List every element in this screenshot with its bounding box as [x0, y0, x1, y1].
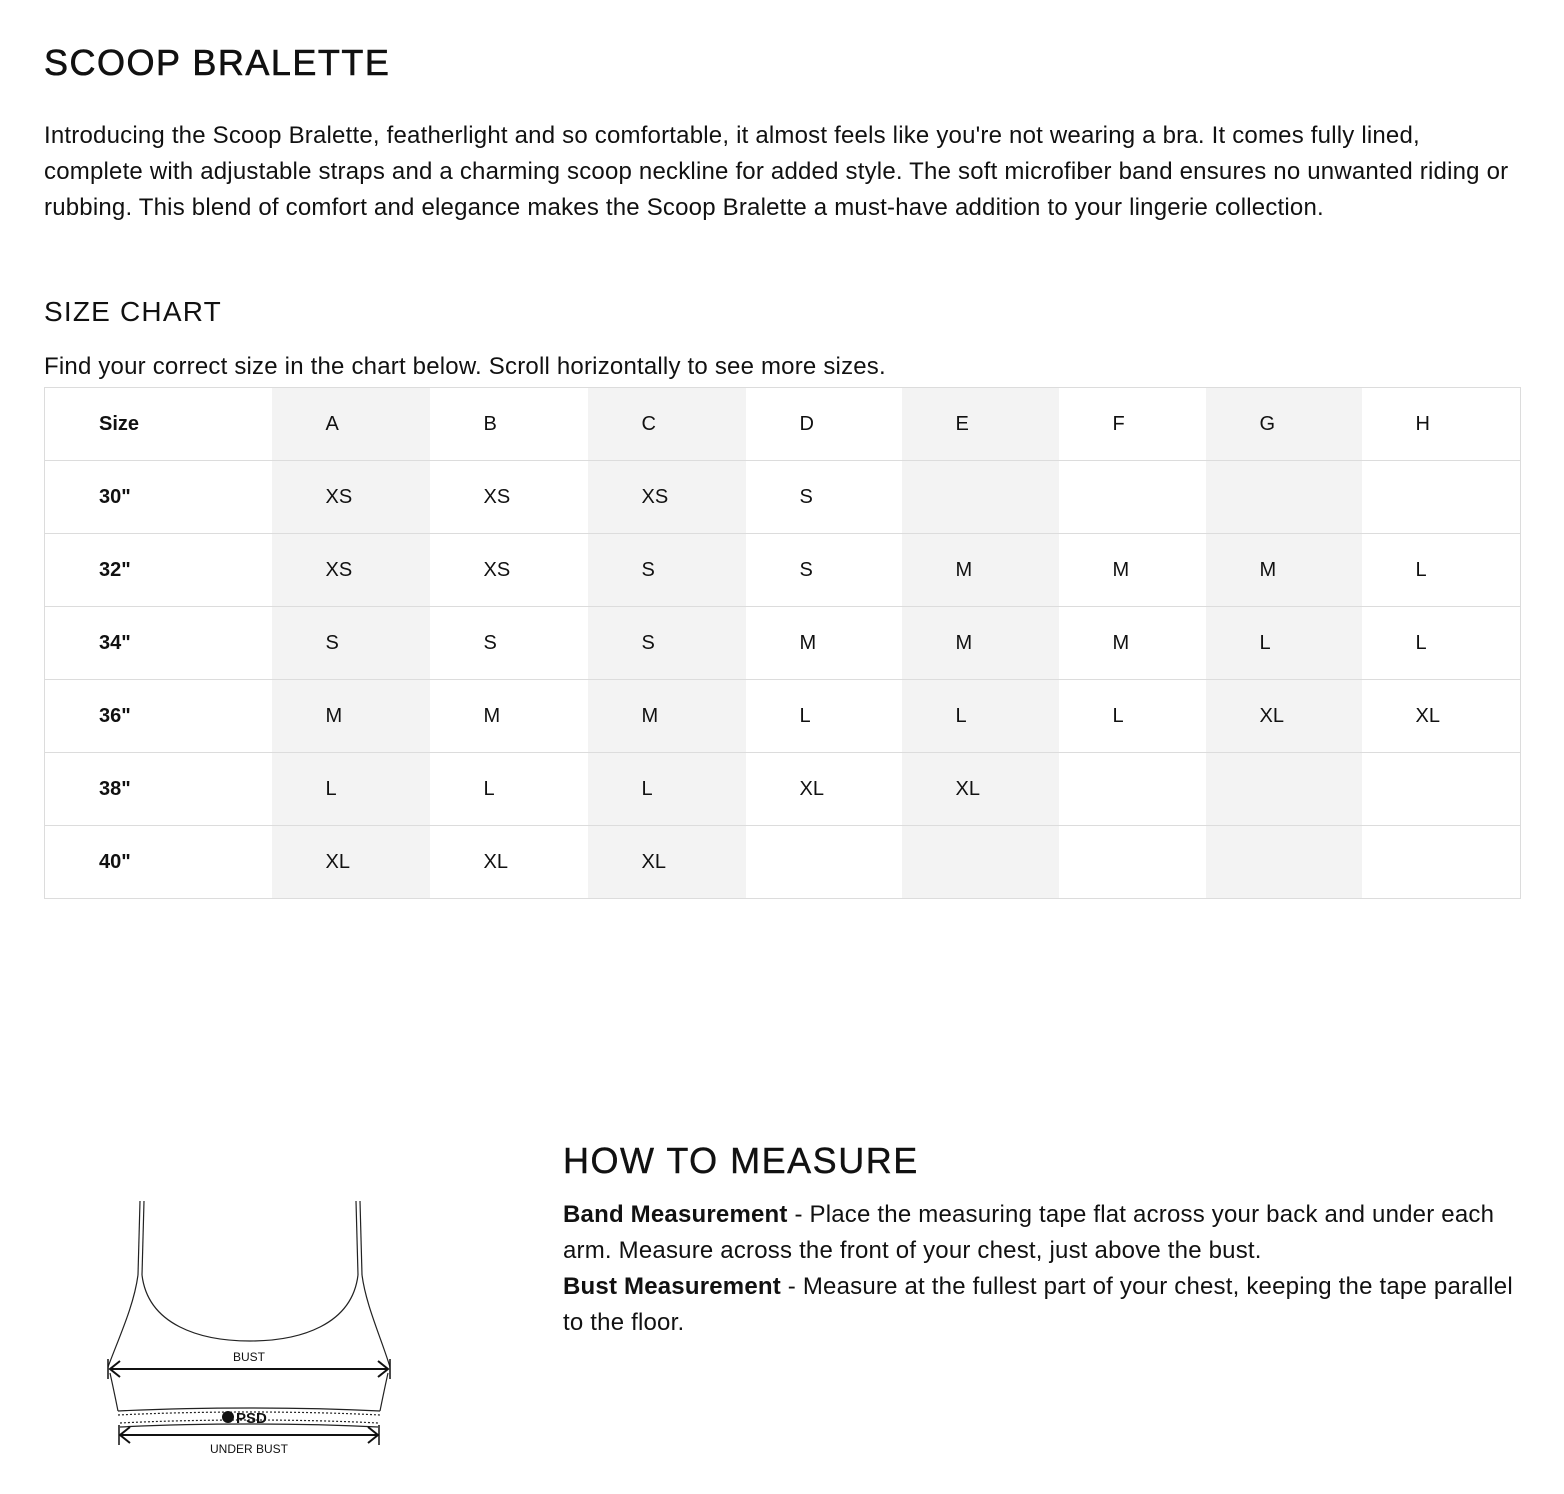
- size-cell: M: [746, 607, 902, 680]
- size-cell: S: [272, 607, 430, 680]
- size-cell: M: [1059, 607, 1206, 680]
- size-cell: M: [272, 680, 430, 753]
- size-chart-table: [44, 387, 1521, 899]
- size-cell: L: [1362, 534, 1521, 607]
- table-header-row: [45, 388, 1521, 461]
- bust-measurement-label: Bust Measurement: [563, 1273, 781, 1300]
- size-cell: [1059, 461, 1206, 534]
- size-cell: [902, 461, 1059, 534]
- size-cell: L: [588, 753, 746, 826]
- size-cell: XL: [430, 826, 588, 899]
- cup-header-cell: G: [1206, 388, 1362, 461]
- size-cell: XS: [430, 534, 588, 607]
- bust-label: BUST: [232, 1350, 266, 1364]
- band-size-cell: 38": [45, 753, 272, 826]
- how-to-measure-title: HOW TO MEASURE: [563, 1140, 919, 1181]
- size-cell: S: [588, 534, 746, 607]
- size-cell: XL: [1362, 680, 1521, 753]
- cup-header-cell: B: [430, 388, 588, 461]
- size-cell: [1206, 753, 1362, 826]
- band-size-cell: 30": [45, 461, 272, 534]
- size-cell: [1206, 461, 1362, 534]
- band-size-cell: 40": [45, 826, 272, 899]
- band-size-cell: 34": [45, 607, 272, 680]
- product-description: Introducing the Scoop Bralette, featherlight and so comfortable, it almost feels like you're not wearing a bra. It comes fully lined, complete with adjustable straps and a charming scoop neckline for added style. The soft microfiber band ensures no unwanted riding or rubbing. This blend of comfort and elegance makes the Scoop Bralette a must-have addition to your lingerie collection.: [44, 122, 1509, 221]
- table-row: [45, 753, 1521, 826]
- table-row: [45, 680, 1521, 753]
- product-title: SCOOP BRALETTE: [44, 42, 391, 83]
- cup-header-cell: D: [746, 388, 902, 461]
- table-row: [45, 534, 1521, 607]
- how-to-measure-text: [563, 1197, 1523, 1341]
- size-cell: L: [1059, 680, 1206, 753]
- size-cell: L: [1206, 607, 1362, 680]
- band-measurement-text: - Place the measuring tape flat across your back and under each arm. Measure across the front of your chest, just above the bust.: [563, 1201, 1495, 1264]
- size-cell: XL: [746, 753, 902, 826]
- size-cell: L: [902, 680, 1059, 753]
- size-cell: XS: [588, 461, 746, 534]
- cup-header-cell: F: [1059, 388, 1206, 461]
- size-cell: M: [1206, 534, 1362, 607]
- size-cell: S: [746, 461, 902, 534]
- size-cell: XL: [902, 753, 1059, 826]
- brand-logo-icon: [222, 1411, 234, 1423]
- size-cell: XS: [430, 461, 588, 534]
- size-cell: M: [1059, 534, 1206, 607]
- bust-measurement-text: - Measure at the fullest part of your chest, keeping the tape parallel to the floor.: [563, 1273, 1513, 1336]
- cup-header-cell: A: [272, 388, 430, 461]
- size-cell: M: [588, 680, 746, 753]
- size-cell: [1362, 826, 1521, 899]
- cup-header-cell: C: [588, 388, 746, 461]
- size-cell: L: [430, 753, 588, 826]
- size-cell: [1362, 753, 1521, 826]
- size-cell: [1059, 753, 1206, 826]
- size-cell: XL: [1206, 680, 1362, 753]
- brand-logo-text: PSD: [236, 1410, 267, 1427]
- size-cell: XL: [588, 826, 746, 899]
- size-cell: L: [272, 753, 430, 826]
- size-cell: [746, 826, 902, 899]
- cup-header-cell: E: [902, 388, 1059, 461]
- size-cell: S: [588, 607, 746, 680]
- size-cell: S: [430, 607, 588, 680]
- band-size-cell: 32": [45, 534, 272, 607]
- size-cell: [1362, 461, 1521, 534]
- bralette-measure-diagram: [100, 1195, 400, 1455]
- size-header-label: Size: [45, 388, 272, 461]
- size-chart-title: SIZE CHART: [44, 296, 222, 327]
- band-size-cell: 36": [45, 680, 272, 753]
- table-row: [45, 826, 1521, 899]
- cup-header-cell: H: [1362, 388, 1521, 461]
- size-cell: M: [430, 680, 588, 753]
- size-cell: M: [902, 607, 1059, 680]
- under-bust-label: UNDER BUST: [209, 1442, 289, 1455]
- size-cell: S: [746, 534, 902, 607]
- size-cell: XS: [272, 534, 430, 607]
- size-cell: [902, 826, 1059, 899]
- table-row: [45, 607, 1521, 680]
- table-row: [45, 461, 1521, 534]
- size-cell: XL: [272, 826, 430, 899]
- band-measurement-label: Band Measurement: [563, 1201, 788, 1228]
- size-cell: XS: [272, 461, 430, 534]
- size-cell: M: [902, 534, 1059, 607]
- size-cell: L: [1362, 607, 1521, 680]
- size-cell: L: [746, 680, 902, 753]
- size-cell: [1059, 826, 1206, 899]
- size-cell: [1206, 826, 1362, 899]
- size-chart-instructions: Find your correct size in the chart below. Scroll horizontally to see more sizes.: [44, 353, 886, 380]
